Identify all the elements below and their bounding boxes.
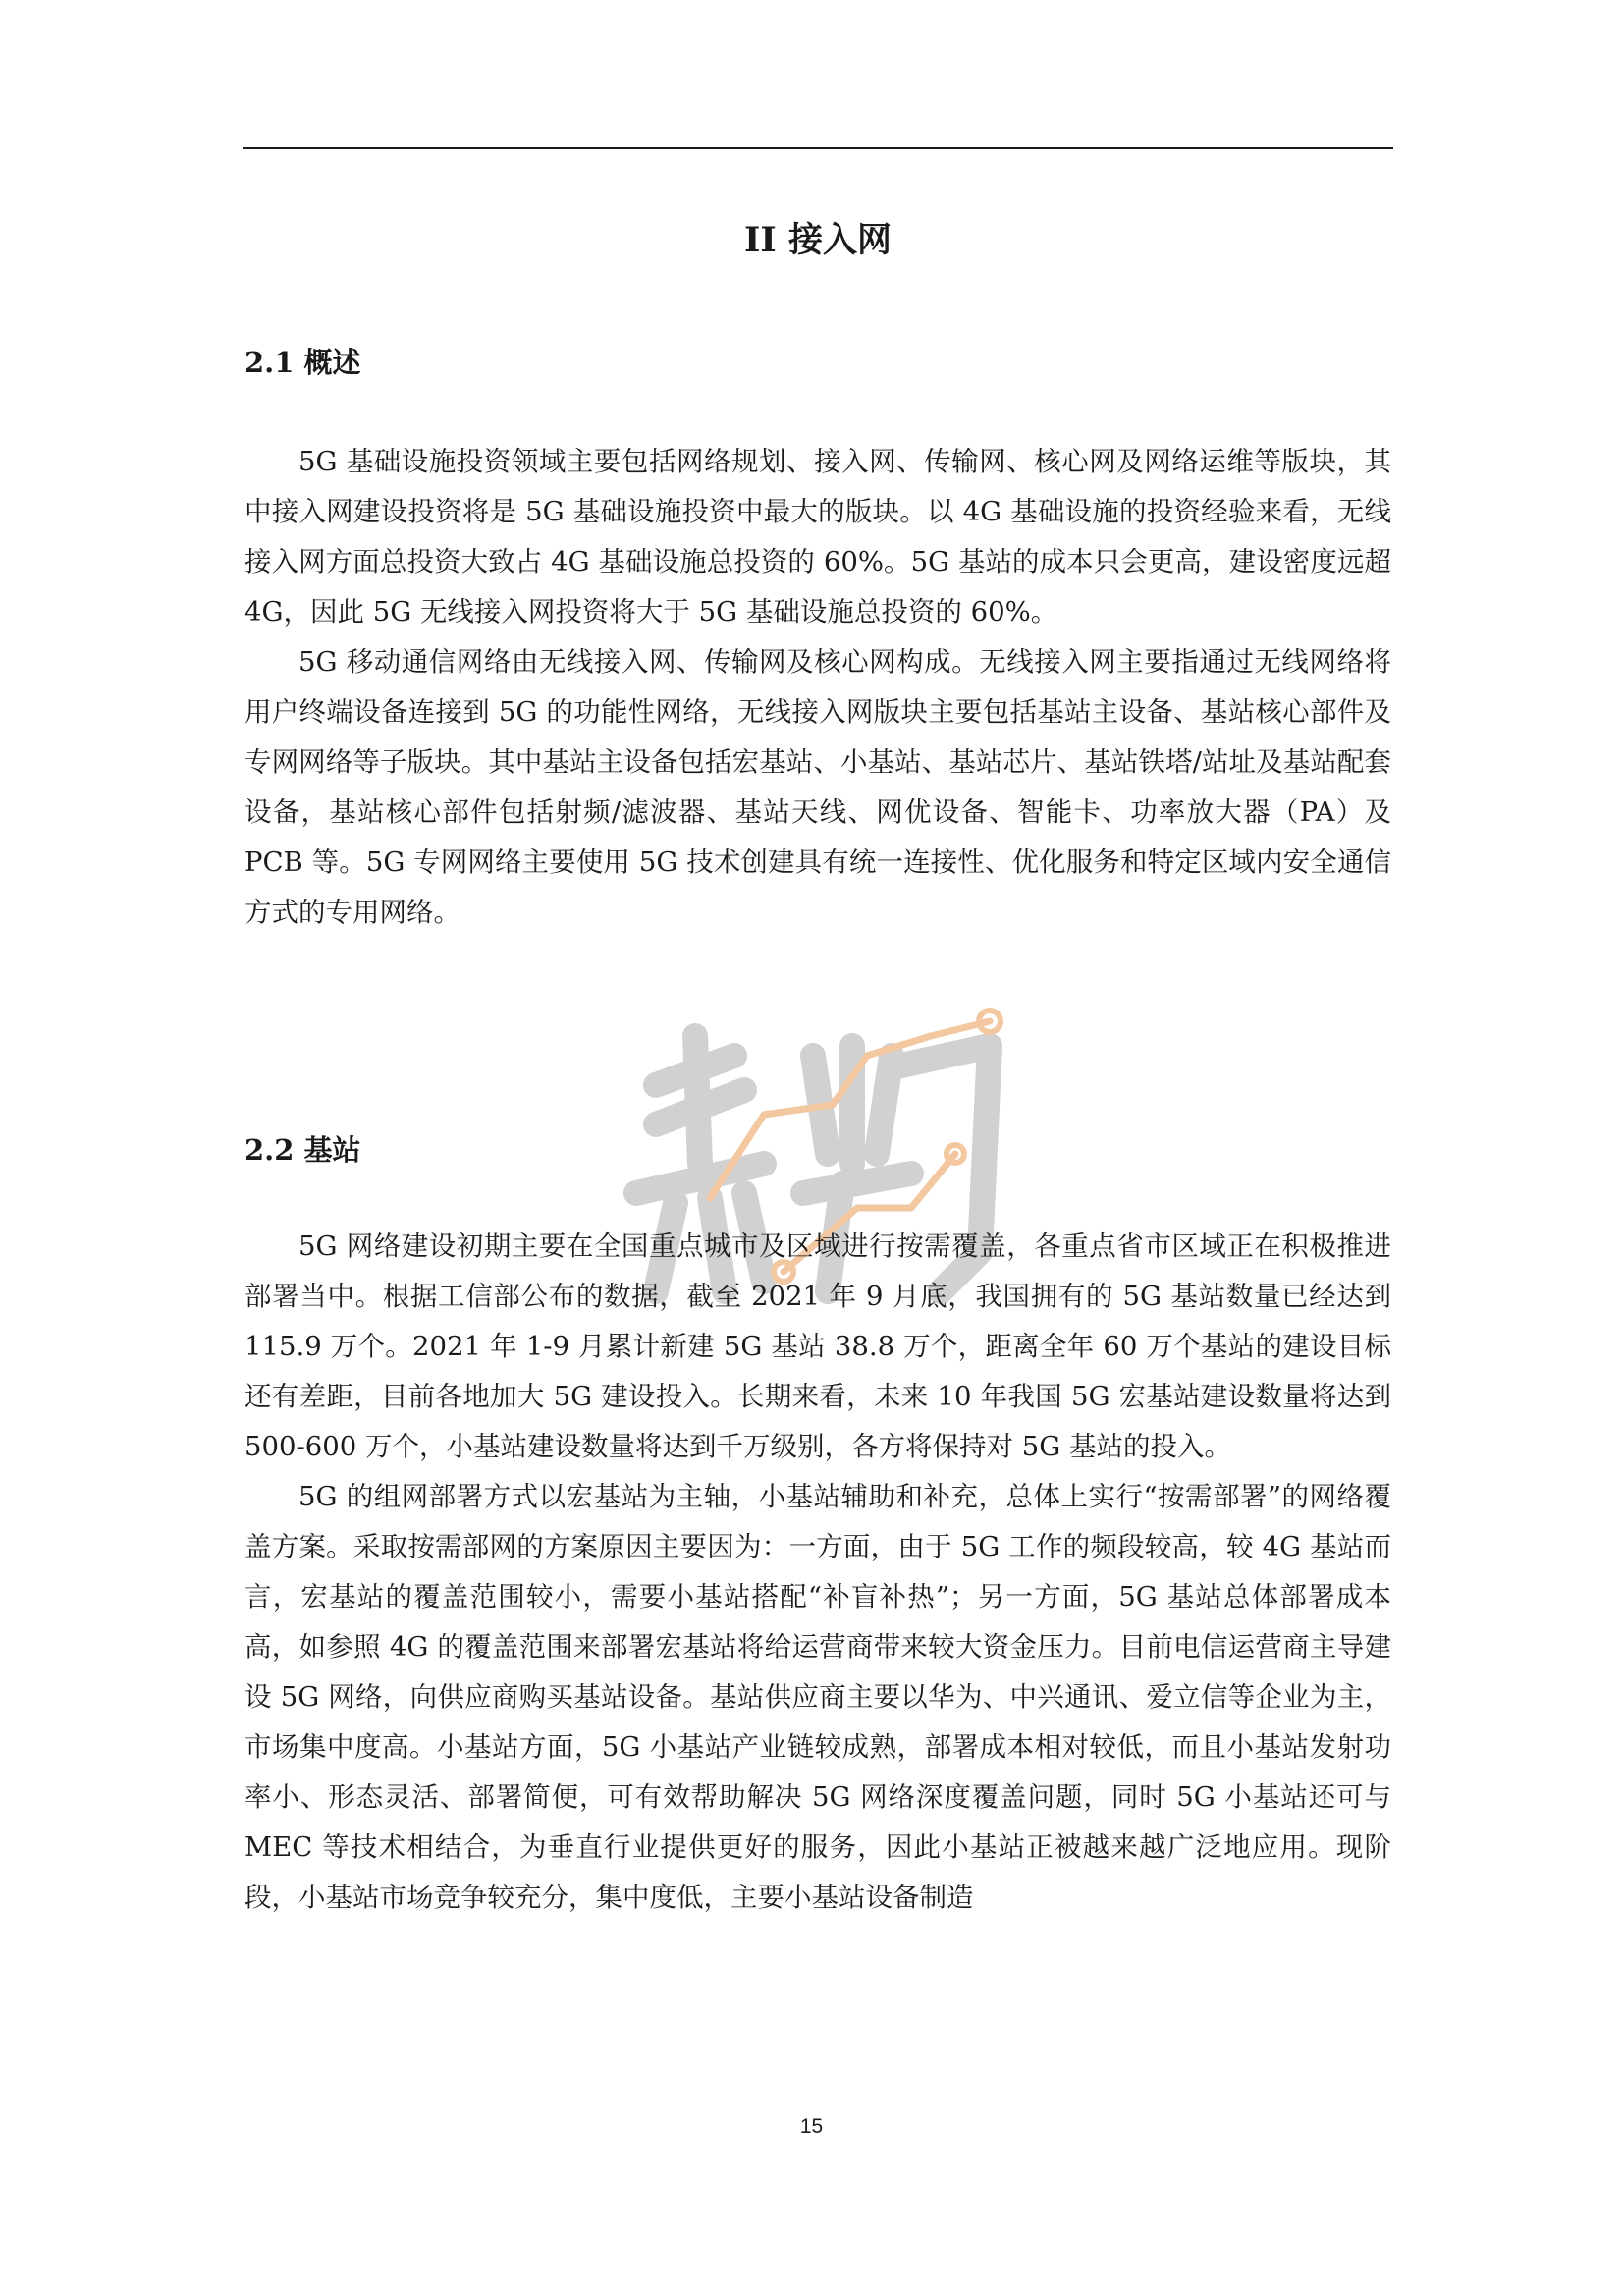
paragraph: 5G 移动通信网络由无线接入网、传输网及核心网构成。无线接入网主要指通过无线网络将用户终端设备连接到 5G 的功能性网络，无线接入网版块主要包括基站主设备、基站核心部件及专网网络等子版块。其中基站主设备包括宏基站、小基站、基站芯片、基站铁塔/站址及基站配套设备，基站核心部件包括射频/滤波器、基站天线、网优设备、智能卡、功率放大器（PA）及 PCB 等。5G 专网网络主要使用 5G 技术创建具有统一连接性、优化服务和特定区域内安全通信方式的专用网络。 <box>244 646 1391 928</box>
paragraph: 5G 的组网部署方式以宏基站为主轴，小基站辅助和补充，总体上实行“按需部署”的网络覆盖方案。采取按需部网的方案原因主要因为：一方面，由于 5G 工作的频段较高，较 4G 基站而言，宏基站的覆盖范围较小，需要小基站搭配“补盲补热”；另一方面，5G 基站总体部署成本高，如参照 4G 的覆盖范围来部署宏基站将给运营商带来较大资金压力。目前电信运营商主导建设 5G 网络，向供应商购买基站设备。基站供应商主要以华为、中兴通讯、爱立信等企业为主，市场集中度高。小基站方面，5G 小基站产业链较成熟，部署成本相对较低，而且小基站发射功率小、形态灵活、部署简便，可有效帮助解决 5G 网络深度覆盖问题，同时 5G 小基站还可与 MEC 等技术相结合，为垂直行业提供更好的服务，因此小基站正被越来越广泛地应用。现阶段，小基站市场竞争较充分，集中度低，主要小基站设备制造 <box>244 1481 1391 1913</box>
paragraph: 5G 基础设施投资领域主要包括网络规划、接入网、传输网、核心网及网络运维等版块，其中接入网建设投资将是 5G 基础设施投资中最大的版块。以 4G 基础设施的投资经验来看，无线接入网方面总投资大致占 4G 基础设施总投资的 60%。5G 基站的成本只会更高，建设密度远超 4G，因此 5G 无线接入网投资将大于 5G 基础设施总投资的 60%。 <box>244 446 1391 628</box>
chapter-title: II 接入网 <box>744 220 892 260</box>
section-heading-base-station: 2.2 基站 <box>244 1133 361 1167</box>
paragraph: 5G 网络建设初期主要在全国重点城市及区域进行按需覆盖，各重点省市区域正在积极推进部署当中。根据工信部公布的数据，截至 2021 年 9 月底，我国拥有的 5G 基站数量已经达到 115.9 万个。2021 年 1-9 月累计新建 5G 基站 38.8 万个，距离全年 60 万个基站的建设目标还有差距，目前各地加大 5G 建设投入。长期来看，未来 10 年我国 5G 宏基站建设数量将达到 500-600 万个，小基站建设数量将达到千万级别，各方将保持对 5G 基站的投入。 <box>244 1230 1391 1462</box>
section-heading-overview: 2.1 概述 <box>244 346 361 379</box>
section-body-overview <box>244 437 1391 938</box>
header-rule <box>243 147 1393 149</box>
page-number: 15 <box>799 2115 824 2138</box>
section-body-base-station <box>244 1222 1391 1923</box>
